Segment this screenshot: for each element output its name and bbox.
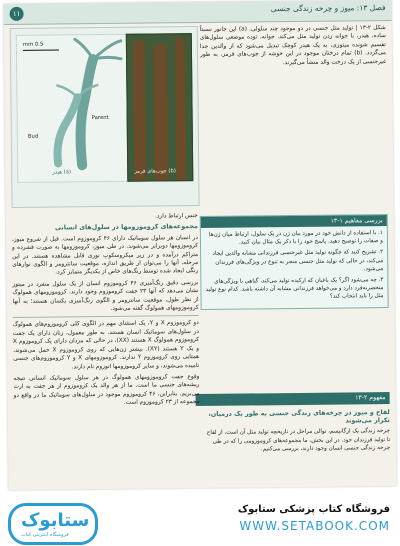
divider bbox=[13, 315, 199, 318]
concept-paragraph: چرخه زندگی یک ارگانیسم، توالی مراحل در تاریخچه تولید مثل آن است، از لقاح تا تولید فرزندان خود. در این بخش، ما مجموعه‌های کروموزومی را که در طی چرخه زندگی جنسی انسان وجود دارند، بررسی می‌کنیم. bbox=[206, 428, 391, 453]
redwood-trunk bbox=[133, 41, 146, 181]
concept-body bbox=[204, 406, 391, 457]
review-question-3: ۳. چه می‌شود اگر؟ یک باغبان که ارکیده تولید می‌کند، گیاهی با ویژگی‌های منحصربه‌فرد دارد و می‌خواهد فرزندانی مشابه آن داشته باشد. کدام نوع تولید مثل را باید انتخاب کند؟ bbox=[205, 277, 384, 301]
caption-a: (a) هیدر bbox=[52, 169, 72, 176]
concept-bar: مفهوم ۲-۱۳ bbox=[196, 392, 390, 406]
hydra-illustration bbox=[17, 35, 129, 182]
redwoods-photo bbox=[126, 33, 194, 182]
store-info bbox=[140, 504, 390, 533]
store-name: فروشگاه کتاب پزشکی ستابوک bbox=[237, 504, 390, 515]
logo-subtext: فروشگاه اینترنتی کتاب bbox=[21, 532, 69, 538]
chapter-title: فصل ۱۳: میوز و چرخه زندگی جنسی bbox=[270, 3, 386, 14]
redwood-trunk bbox=[153, 44, 168, 180]
store-url[interactable]: WWW.SETABOOK.COM bbox=[239, 519, 390, 533]
parent-label: Parent bbox=[91, 114, 109, 122]
left-paragraph-1: در انسان هر سلول سوماتیک دارای ۴۶ کروموزوم است. قبل از شروع میوز، کروموزومها دوبرابر می‌شوند. در طی میوز، کروموزومها به صورت فشرده و متراکم درآمده و در زیر میکروسکوپ نوری قابل مشاهده هستند. در این مرحله، آنها را می‌توان از طریق اندازه، موقعیت سانترومر و الگوی نوارهای رنگی ایجاد شده توسط رنگ‌های خاص از یکدیگر متمایز کرد. bbox=[11, 234, 199, 276]
textbook-page bbox=[3, 0, 396, 490]
figure-hydra-redwoods bbox=[10, 26, 200, 208]
page-number-badge: ۱۱ bbox=[9, 7, 23, 21]
site-footer bbox=[0, 496, 400, 546]
logo-text: ستابوک bbox=[21, 510, 90, 531]
left-paragraph-2: بررسی دقیق رنگ‌آمیزی ۴۶ کروموزوم انسان از یک سلول منفرد در میتوز نشان می‌دهد که آنها ۲۳ جفت کروموزوم وجود دارند. کروموزومهای همولوگ از نظر طول، موقعیت سانترومر و الگوی رنگ‌آمیزی یکسان هستند؛ به آنها کروموزومهای همولوگ گفته می‌شود. bbox=[12, 279, 199, 313]
review-question-1: ۱. با استفاده از دانش خود در مورد بیان ژن در یک سلول، ارتباط میان ژن‌ها و صفات را توضیح دهید. پاسخ خود را با ذکر یک مثال بیان کنید. bbox=[208, 230, 384, 246]
section-title-karyotypes: مجموعه‌های کروموزومها در سلول‌های انسانی bbox=[54, 223, 198, 232]
left-paragraph-4: وقوع جفت کروموزومهای همولوگ در هر سلول سوماتیک انسانی نتیجه ریشه‌های جنسی ما است. ما از هر والد یک کروموزوم از هر جفت به ارث می‌بریم. بنابراین، ۴۶ کروموزوم موجود در سلول‌های سوماتیک ما در واقع دو مجموعه از ۲۳ کروموزوم است. bbox=[13, 373, 200, 406]
review-box bbox=[200, 214, 389, 310]
page-header bbox=[3, 0, 391, 25]
bud-label: Bud bbox=[27, 133, 39, 140]
lead-line: جنس ارتباط دارد. bbox=[154, 213, 198, 220]
concept-subtitle: لقاح و میوز در چرخه‌های زندگی جنسی به طور یک درمیان، تکرار می‌شوند bbox=[208, 409, 390, 425]
review-title: بررسی مفاهیم ۱-۱۳ bbox=[201, 215, 387, 228]
review-body bbox=[201, 226, 388, 309]
scale-label: 0.5 mm bbox=[22, 41, 44, 48]
setabook-logo bbox=[8, 503, 98, 545]
caption-b: (b) چوب‌های قرمز bbox=[134, 168, 176, 175]
hydra-micrograph bbox=[16, 34, 130, 183]
left-column bbox=[12, 212, 200, 411]
review-question-2: ۲. تشریح کنید که چگونه تولید مثل غیرجنسی فرزندانی مشابه والدین ایجاد می‌کند، در حالی که تولید مثل جنسی منجر به تنوع در ویژگی‌های فرزندان می‌شود. bbox=[212, 249, 384, 273]
redwood-trunk bbox=[175, 38, 186, 180]
left-paragraph-3: دو کروموزوم X و Y، یک استثنای مهم در الگوی کلی کروموزوم‌های همولوگ در سلول‌های سوماتیک انسان هستند. به طور معمول، زنان دارای یک جفت کروموزوم همولوگ X هستند (XX)، در حالی که مردان دارای یک کروموزوم X و یک Y هستند (XY). بیشتر ژن‌هایی که روی کروموزوم X حمل می‌شوند، همتایی روی کروموزوم Y ندارند. کروموزومهای X و Y کروموزوم‌های جنسی نامیده می‌شوند، و سایر کروموزومها اتوزوم نام دارند. bbox=[12, 320, 200, 370]
right-column bbox=[200, 24, 386, 71]
figure-caption-text: شکل ۲-۱۳ | تولید مثل جنسی در دو موجود چند سلولی. (a) این جانور نسبتاً ساده، هیدر، با جوانه زدن تولید مثل می‌کند. جوانه، توده موضعی سلول‌های تقسیم شونده میتوزی، به یک هیدر کوچک تبدیل می‌شود که از والدین جدا می‌گردد. (b) تمام درختان موجود در این خوشه از چوب‌های قرمز، به طور غیرجنسی از یک درخت والد منشأ می‌گیرند. bbox=[199, 25, 387, 66]
